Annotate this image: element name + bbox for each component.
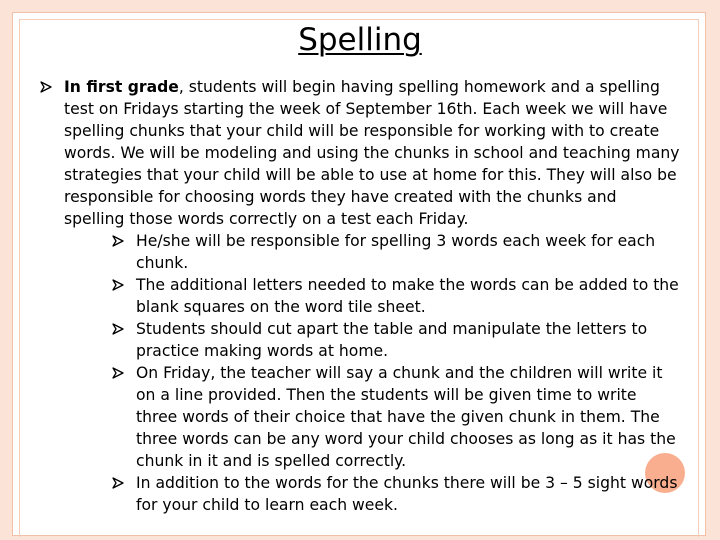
sub-bullet-text: The additional letters needed to make the words can be added to the blank squares on the word tile sheet. xyxy=(136,276,679,316)
slide-title: Spelling xyxy=(298,22,422,58)
arrow-bullet-icon xyxy=(112,477,124,489)
arrow-bullet-icon xyxy=(112,323,124,335)
sub-bullet xyxy=(112,274,680,318)
sub-bullet xyxy=(112,362,680,472)
main-bullet-lead: In first grade xyxy=(64,78,179,96)
arrow-bullet-icon xyxy=(112,279,124,291)
sub-bullet xyxy=(112,230,680,274)
sub-bullet-text: He/she will be responsible for spelling 3 words each week for each chunk. xyxy=(136,232,656,272)
sub-bullet xyxy=(112,472,680,516)
sub-bullet xyxy=(112,318,680,362)
arrow-bullet-icon xyxy=(112,367,124,379)
main-bullet xyxy=(40,76,680,230)
arrow-bullet-icon xyxy=(112,235,124,247)
main-bullet-text: , students will begin having spelling homework and a spelling test on Fridays starting the week of September 16th. Each week we will have spelling chunks that your child will be responsible for working with to create words. We will be modeling and using the chunks in school and teaching many strategies that your child will be able to use at home for this. They will also be responsible for choosing words they have created with the chunks and spelling those words correctly on a test each Friday. xyxy=(64,78,680,228)
sub-bullet-text: On Friday, the teacher will say a chunk and the children will write it on a line provided. Then the students will be given time to write three words of their choice that have the given chunk in them. The three words can be any word your child chooses as long as it has the chunk in it and is spelled correctly. xyxy=(136,364,676,470)
sub-bullet-text: Students should cut apart the table and manipulate the letters to practice making words at home. xyxy=(136,320,648,360)
sub-bullet-text: In addition to the words for the chunks there will be 3 – 5 sight words for your child to learn each week. xyxy=(136,474,678,514)
arrow-bullet-icon xyxy=(40,81,52,93)
slide-content xyxy=(40,76,680,516)
